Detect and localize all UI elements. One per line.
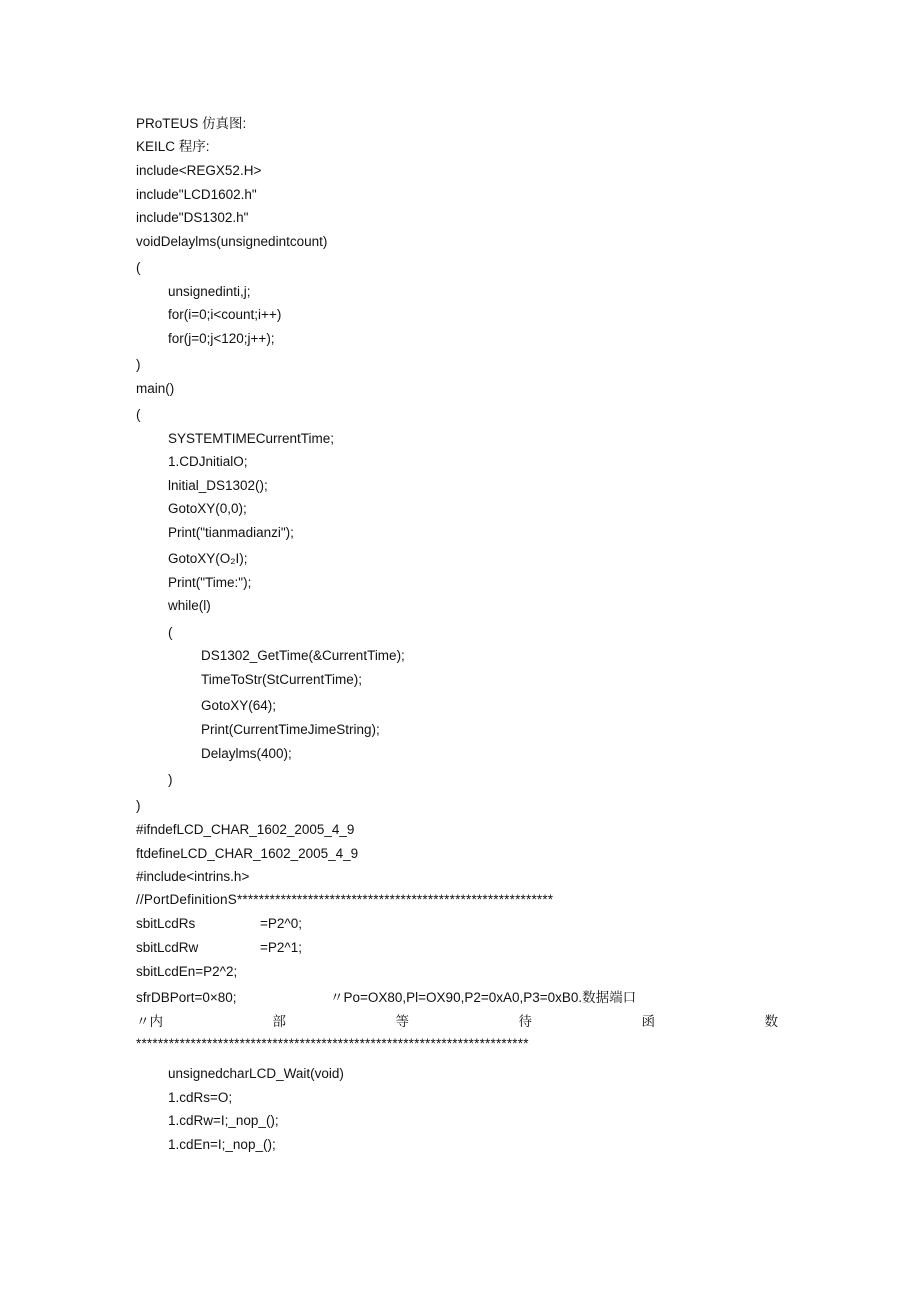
- code-line: ): [168, 772, 173, 787]
- code-line: unsignedcharLCD_Wait(void): [168, 1066, 344, 1081]
- code-line: (: [136, 407, 141, 422]
- heading-proteus: PRoTEUS 仿真图:: [136, 116, 247, 131]
- code-line: 1.CDJnitialO;: [168, 454, 248, 469]
- code-line: while(l): [168, 598, 211, 613]
- comment-char: 待: [518, 1014, 532, 1029]
- code-line: include<REGX52.H>: [136, 163, 262, 178]
- code-line: sbitLcdRw: [136, 940, 199, 955]
- code-line: 1.cdEn=I;_nop_();: [168, 1137, 276, 1152]
- code-line: =P2^0;: [260, 916, 302, 931]
- code-line: for(i=0;i<count;i++): [168, 307, 282, 322]
- code-line: unsignedinti,j;: [168, 284, 251, 299]
- spread-comment-line: [136, 1013, 778, 1031]
- code-line: 1.cdRs=O;: [168, 1090, 233, 1105]
- code-line: Print(CurrentTimeJimeString);: [201, 722, 380, 737]
- code-line: #ifndefLCD_CHAR_1602_2005_4_9: [136, 822, 355, 837]
- code-line: include"DS1302.h": [136, 210, 249, 225]
- code-line: 1.cdRw=I;_nop_();: [168, 1113, 279, 1128]
- code-line: Delaylms(400);: [201, 746, 292, 761]
- code-line: GotoXY(0,0);: [168, 501, 247, 516]
- code-line: main(): [136, 381, 175, 396]
- code-line: voidDelaylms(unsignedintcount): [136, 234, 328, 249]
- code-line: Print("tianmadianzi");: [168, 525, 294, 540]
- code-line: (: [136, 260, 141, 275]
- code-line: for(j=0;j<120;j++);: [168, 331, 275, 346]
- code-line: ************************************************************************: [136, 1036, 529, 1051]
- code-line: (: [168, 625, 173, 640]
- code-line: 〃Po=OX80,Pl=OX90,P2=0xA0,P3=0xB0.数据端口: [330, 990, 637, 1005]
- code-line: sbitLcdRs: [136, 916, 196, 931]
- code-line: GotoXY(O₂I);: [168, 551, 248, 566]
- code-line: =P2^1;: [260, 940, 302, 955]
- code-line: sbitLcdEn=P2^2;: [136, 964, 238, 979]
- code-line: Print("Time:");: [168, 575, 252, 590]
- code-line: #include<intrins.h>: [136, 869, 250, 884]
- comment-char: 〃内: [136, 1014, 163, 1029]
- comment-char: 等: [395, 1014, 409, 1029]
- code-line: ): [136, 798, 141, 813]
- code-line: GotoXY(64);: [201, 698, 277, 713]
- code-line: sfrDBPort=0×80;: [136, 990, 237, 1005]
- comment-char: 部: [272, 1014, 286, 1029]
- comment-char: 数: [764, 1014, 778, 1029]
- code-line: include"LCD1602.h": [136, 187, 257, 202]
- code-line: DS1302_GetTime(&CurrentTime);: [201, 648, 405, 663]
- code-line: lnitial_DS1302();: [168, 478, 268, 493]
- code-line: ftdefineLCD_CHAR_1602_2005_4_9: [136, 846, 359, 861]
- comment-char: 函: [641, 1014, 655, 1029]
- code-line: TimeToStr(StCurrentTime);: [201, 672, 363, 687]
- code-line: //PortDefinitionS**********************************************************: [136, 892, 554, 907]
- code-line: ): [136, 357, 141, 372]
- code-line: SYSTEMTIMECurrentTime;: [168, 431, 335, 446]
- heading-keilc: KEILC 程序:: [136, 139, 210, 154]
